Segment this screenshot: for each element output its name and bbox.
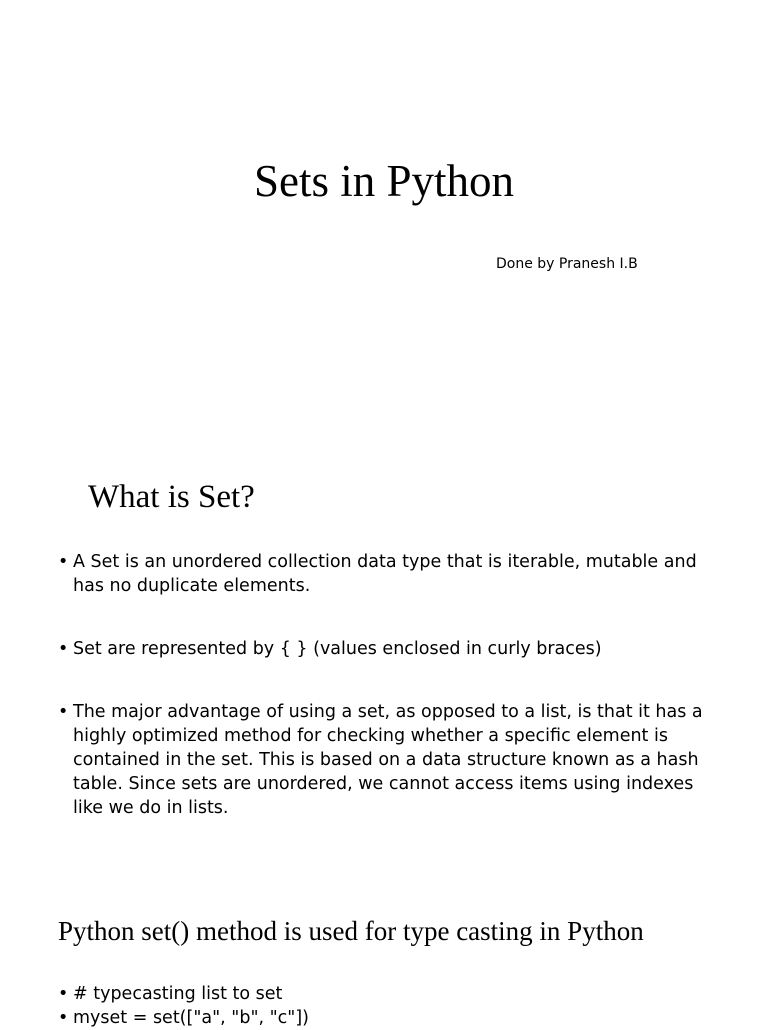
bullet-text: The major advantage of using a set, as opposed to a list, is that it has a highly optimized method for checking whether a specific element is contained in the set. This is based on a data structure known as a hash table. Since sets are unordered, we cannot access items using indexes like we do in lists.	[73, 702, 703, 818]
list-item	[58, 982, 713, 1006]
bullet-glyph: •	[58, 1008, 69, 1028]
list-item	[58, 637, 713, 661]
section-heading-what-is-set: What is Set?	[88, 479, 255, 515]
bullet-text: # typecasting list to set	[73, 984, 283, 1004]
bullet-glyph: •	[58, 639, 69, 659]
list-item	[58, 1006, 713, 1030]
author-subtitle: Done by Pranesh I.B	[496, 256, 638, 272]
set-definition-list	[58, 550, 713, 820]
bullet-glyph: •	[58, 552, 69, 572]
section-heading-type-casting: Python set() method is used for type casting in Python	[58, 916, 644, 946]
bullet-text: Set are represented by { } (values enclosed in curly braces)	[73, 639, 602, 659]
type-casting-list	[58, 982, 713, 1030]
bullet-glyph: •	[58, 984, 69, 1004]
list-item	[58, 550, 713, 598]
bullet-text: myset = set(["a", "b", "c"])	[73, 1008, 309, 1028]
list-item	[58, 700, 713, 820]
bullet-glyph: •	[58, 702, 69, 722]
slide-title: Sets in Python	[253, 156, 515, 206]
bullet-text: A Set is an unordered collection data type that is iterable, mutable and has no duplicate elements.	[73, 552, 697, 596]
